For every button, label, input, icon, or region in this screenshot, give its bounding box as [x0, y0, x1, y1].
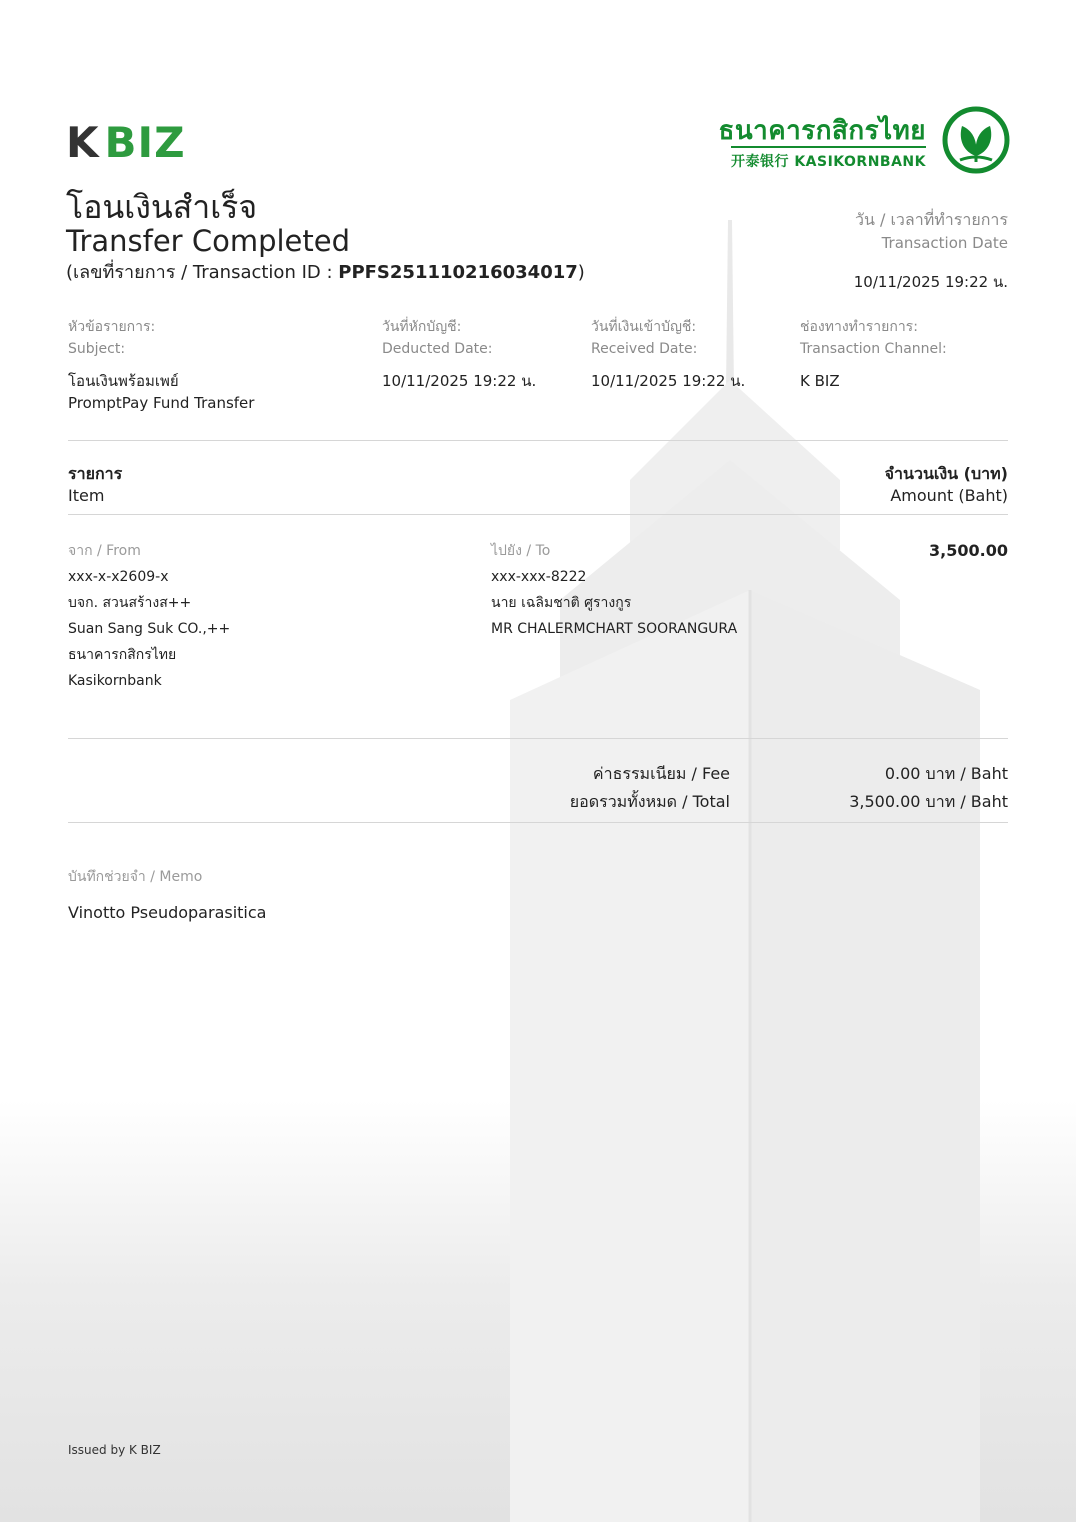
memo-label: บันทึกช่วยจำ / Memo [68, 869, 203, 885]
received-date-label: Received Date: [591, 341, 698, 357]
divider [68, 822, 1008, 823]
transaction-date-label: Transaction Date [881, 234, 1008, 252]
bank-name-thai: ธนาคารกสิกรไทย [718, 116, 926, 146]
deducted-date-column [382, 316, 582, 392]
transaction-date-value: 10/11/2025 19:22 น. [853, 273, 1008, 291]
transaction-id-value: PPFS251110216034017 [338, 262, 578, 283]
page-title-thai: โอนเงินสำเร็จ [66, 188, 258, 226]
channel-column [800, 316, 1000, 392]
from-party [68, 538, 230, 694]
from-label: จาก / From [68, 543, 141, 559]
divider [68, 514, 1008, 515]
fee-value: 0.00 บาท / Baht [884, 764, 1008, 783]
subject-value: PromptPay Fund Transfer [68, 394, 255, 412]
from-bank: Kasikornbank [68, 673, 162, 689]
subject-label: Subject: [68, 341, 126, 357]
received-date-column [591, 316, 791, 392]
channel-label-thai: ช่องทางทำรายการ: [800, 319, 918, 335]
item-header-thai: รายการ [68, 464, 123, 483]
issued-by: Issued by K BIZ [68, 1443, 161, 1457]
to-account: xxx-xxx-8222 [491, 569, 587, 585]
from-account: xxx-x-x2609-x [68, 569, 169, 585]
transaction-id-prefix: (เลขที่รายการ / Transaction ID : [66, 262, 339, 283]
to-label: ไปยัง / To [491, 543, 551, 559]
kbiz-logo-k: K [66, 117, 97, 167]
to-name: MR CHALERMCHART SOORANGURA [491, 621, 738, 637]
divider [68, 738, 1008, 739]
page-title: Transfer Completed [66, 224, 350, 258]
subject-column [68, 316, 268, 414]
item-header: Item [68, 486, 105, 505]
transaction-id [66, 257, 585, 286]
from-name: Suan Sang Suk CO.,++ [68, 621, 231, 637]
transaction-date-label-thai: วัน / เวลาที่ทำรายการ [854, 210, 1008, 229]
bank-name-english: 开泰银行 KASIKORNBANK [731, 146, 926, 171]
transfer-amount: 3,500.00 [929, 541, 1008, 560]
kbiz-logo-biz: BIZ [104, 117, 186, 167]
fee-label: ค่าธรรมเนียม / Fee [592, 764, 730, 783]
to-party [491, 538, 737, 642]
memo-value: Vinotto Pseudoparasitica [68, 903, 267, 922]
received-date-value: 10/11/2025 19:22 น. [591, 372, 746, 390]
deducted-date-label: Deducted Date: [382, 341, 493, 357]
total-value: 3,500.00 บาท / Baht [849, 792, 1008, 811]
channel-value: K BIZ [800, 372, 840, 390]
deducted-date-value: 10/11/2025 19:22 น. [382, 372, 537, 390]
amount-header: Amount (Baht) [890, 486, 1008, 505]
deducted-date-label-thai: วันที่หักบัญชี: [382, 319, 462, 335]
from-bank-thai: ธนาคารกสิกรไทย [68, 647, 177, 663]
received-date-label-thai: วันที่เงินเข้าบัญชี: [591, 319, 697, 335]
total-label: ยอดรวมทั้งหมด / Total [569, 792, 730, 811]
subject-value-thai: โอนเงินพร้อมเพย์ [68, 372, 179, 390]
divider [68, 440, 1008, 441]
subject-label-thai: หัวข้อรายการ: [68, 319, 156, 335]
transaction-id-suffix: ) [577, 262, 585, 283]
to-name-thai: นาย เฉลิมชาติ ศูรางกูร [491, 595, 632, 611]
kasikornbank-leaf-icon [942, 106, 1010, 174]
channel-label: Transaction Channel: [800, 341, 947, 357]
amount-header-thai: จำนวนเงิน (บาท) [884, 464, 1008, 483]
from-name-thai: บจก. สวนสร้างส++ [68, 595, 192, 611]
tower-watermark [500, 220, 1040, 1522]
kbiz-logo [66, 118, 186, 166]
